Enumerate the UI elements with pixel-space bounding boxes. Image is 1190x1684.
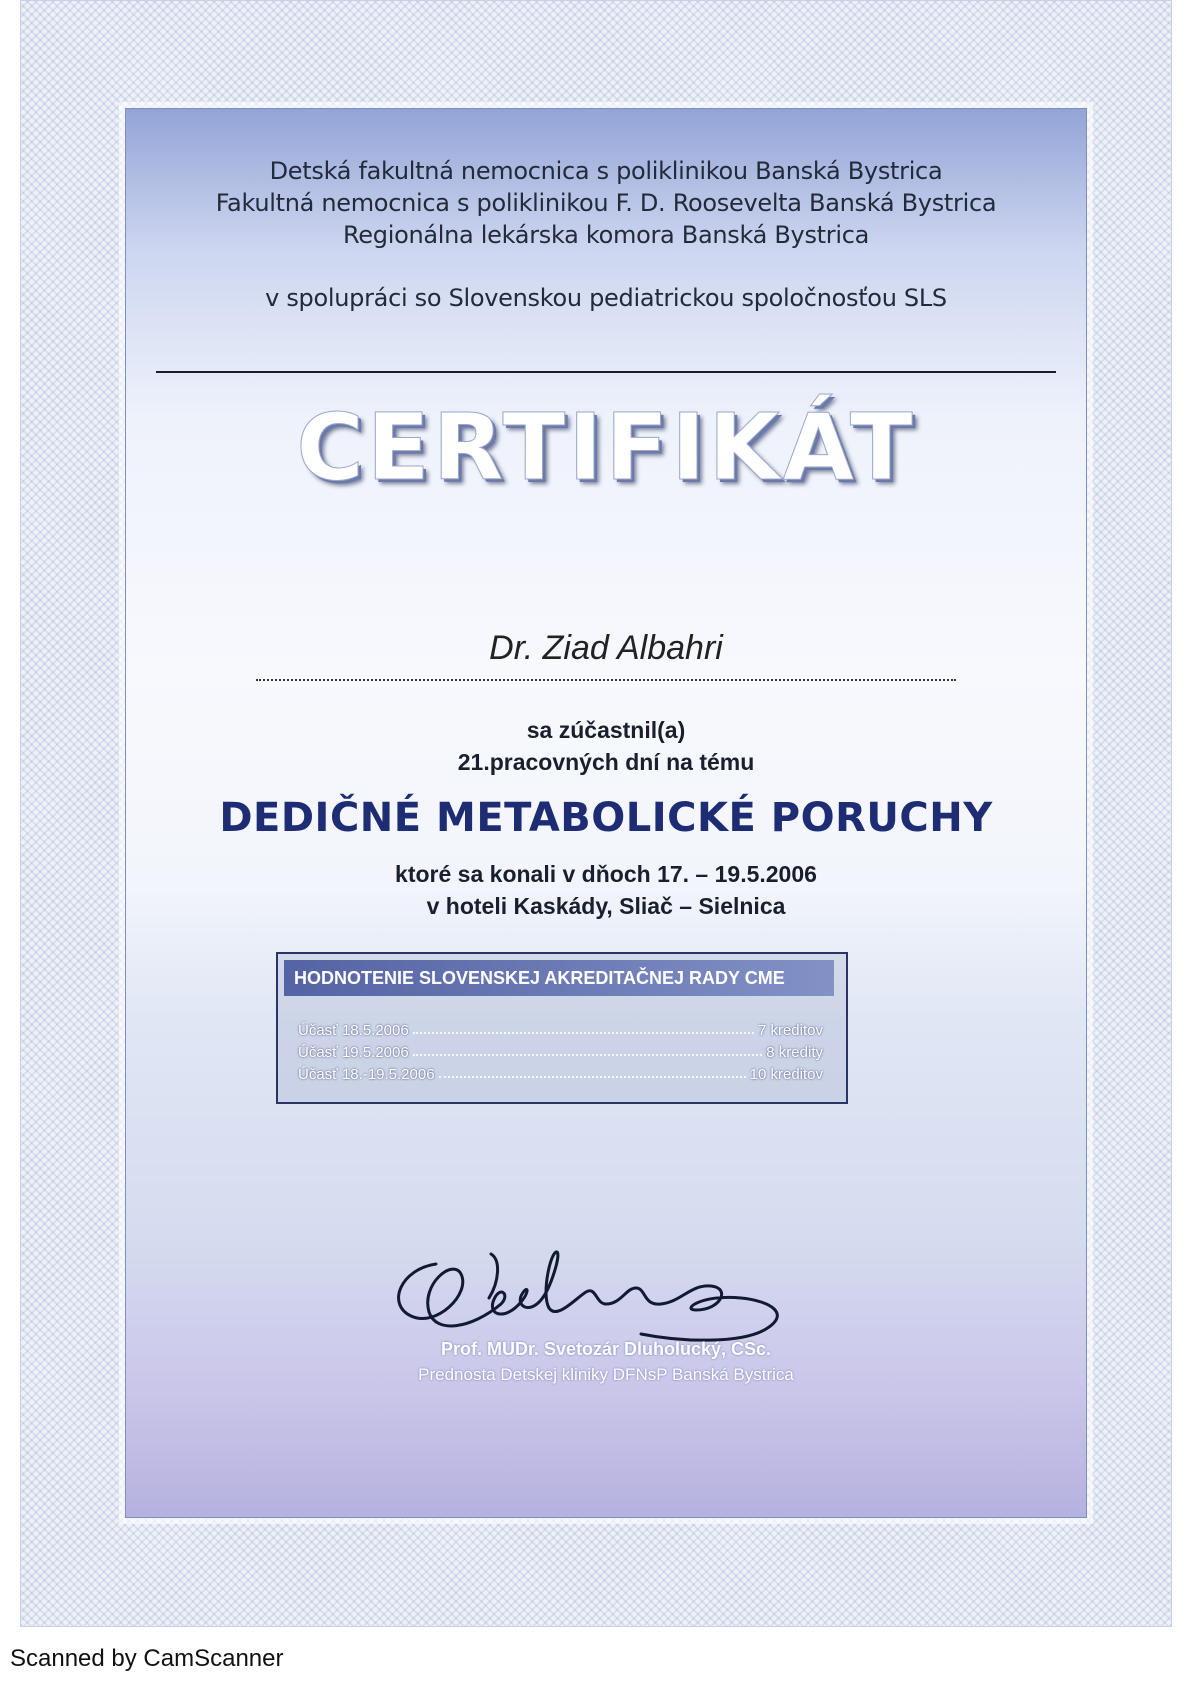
participated-text: sa zúčastnil(a) (526, 717, 686, 743)
cme-header: HODNOTENIE SLOVENSKEJ AKREDITAČNEJ RADY CME (284, 960, 834, 996)
organizer-line-3: Regionálna lekárska komora Banská Bystrica (343, 221, 869, 249)
certificate-title: CERTIFIKÁT (296, 394, 916, 501)
venue-text: v hoteli Kaskády, Sliač – Sielnica (426, 893, 786, 919)
date-text: ktoré sa konali v dňoch 17. – 19.5.2006 (395, 861, 817, 887)
certificate-sheet (125, 108, 1087, 1518)
cme-credits-box (276, 952, 848, 1104)
cme-row-dots (439, 1066, 746, 1078)
cme-row-label: Účasť 19.5.2006 (298, 1044, 409, 1061)
organizer-line-2: Fakultná nemocnica s poliklinikou F. D. Roosevelta Banská Bystrica (215, 189, 997, 217)
cme-row-dots (413, 1044, 763, 1056)
cme-row-label: Účasť 18.-19.5.2006 (298, 1066, 435, 1083)
header-divider (156, 371, 1056, 373)
scan-watermark-text: Scanned by CamScanner (10, 1645, 284, 1672)
recipient-name: Dr. Ziad Albahri (489, 629, 723, 667)
handwritten-signature (381, 1224, 801, 1354)
cme-row (298, 1044, 823, 1061)
organizer-line-1: Detská fakultná nemocnica s poliklinikou Banská Bystrica (269, 157, 943, 185)
cooperation-line: v spolupráci so Slovenskou pediatrickou spoločnosťou SLS (265, 284, 947, 312)
cme-row (298, 1066, 823, 1083)
name-dotted-line (256, 679, 956, 681)
signatory-name: Prof. MUDr. Svetozár Dluholucký, CSc. (440, 1339, 772, 1359)
cme-row (298, 1022, 823, 1039)
event-text: 21.pracovných dní na tému (457, 749, 755, 775)
cme-row-value: 8 kredity (766, 1044, 823, 1061)
topic-heading: DEDIČNÉ METABOLICKÉ PORUCHY (219, 795, 993, 841)
cme-row-value: 10 kreditov (749, 1066, 823, 1083)
cme-row-dots (413, 1022, 754, 1034)
signatory-position: Prednosta Detskej kliniky DFNsP Banská Bystrica (418, 1365, 794, 1384)
cme-row-label: Účasť 18.5.2006 (298, 1022, 409, 1039)
cme-row-value: 7 kreditov (757, 1022, 823, 1039)
